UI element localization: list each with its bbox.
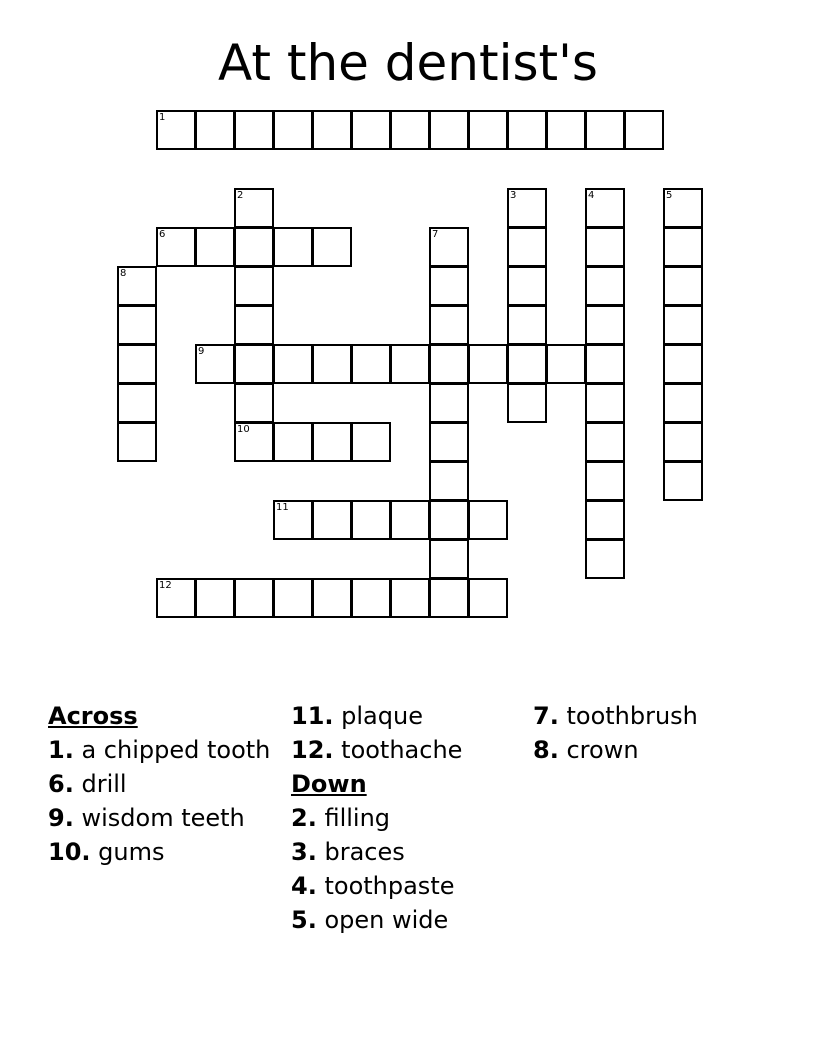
grid-cell[interactable] [351, 344, 391, 384]
grid-cell[interactable] [585, 266, 625, 306]
grid-cell[interactable] [429, 422, 469, 462]
grid-cell[interactable] [585, 461, 625, 501]
grid-cell[interactable] [429, 383, 469, 423]
grid-cell[interactable] [312, 110, 352, 150]
clue-down-5: 5. open wide [291, 906, 449, 934]
grid-cell[interactable] [234, 422, 274, 462]
grid-cell[interactable] [429, 500, 469, 540]
grid-cell[interactable] [585, 188, 625, 228]
grid-cell[interactable] [312, 422, 352, 462]
clue-down-3: 3. braces [291, 838, 405, 866]
grid-cell[interactable] [234, 188, 274, 228]
grid-cell[interactable] [663, 305, 703, 345]
grid-cell[interactable] [390, 110, 430, 150]
grid-cell[interactable] [234, 227, 274, 267]
grid-cell[interactable] [585, 539, 625, 579]
clue-number: 5 [666, 190, 673, 201]
grid-cell[interactable] [507, 266, 547, 306]
grid-cell[interactable] [117, 266, 157, 306]
grid-cell[interactable] [663, 188, 703, 228]
clue-number: 3 [510, 190, 517, 201]
grid-cell[interactable] [507, 227, 547, 267]
grid-cell[interactable] [273, 344, 313, 384]
grid-cell[interactable] [546, 344, 586, 384]
grid-cell[interactable] [351, 110, 391, 150]
grid-cell[interactable] [195, 578, 235, 618]
clue-down-7: 7. toothbrush [533, 702, 698, 730]
grid-cell[interactable] [273, 227, 313, 267]
clue-across-1: 1. a chipped tooth [48, 736, 271, 764]
grid-cell[interactable] [663, 383, 703, 423]
grid-cell[interactable] [663, 266, 703, 306]
clue-down-2: 2. filling [291, 804, 391, 832]
grid-cell[interactable] [468, 578, 508, 618]
grid-cell[interactable] [507, 344, 547, 384]
clue-number: 10 [237, 424, 250, 435]
clue-number: 4 [588, 190, 595, 201]
grid-cell[interactable] [234, 344, 274, 384]
grid-cell[interactable] [117, 422, 157, 462]
grid-cell[interactable] [468, 344, 508, 384]
clue-down-8: 8. crown [533, 736, 639, 764]
grid-cell[interactable] [117, 383, 157, 423]
clue-across-10: 10. gums [48, 838, 165, 866]
clue-number: 7 [432, 229, 439, 240]
page-title: At the dentist's [218, 34, 598, 92]
grid-cell[interactable] [351, 500, 391, 540]
grid-cell[interactable] [156, 227, 196, 267]
grid-cell[interactable] [429, 305, 469, 345]
grid-cell[interactable] [507, 188, 547, 228]
clue-number: 1 [159, 112, 166, 123]
grid-cell[interactable] [117, 305, 157, 345]
clue-number: 12 [159, 580, 172, 591]
clue-number: 11 [276, 502, 289, 513]
clue-column-3 [533, 702, 763, 770]
grid-cell[interactable] [117, 344, 157, 384]
grid-cell[interactable] [273, 110, 313, 150]
grid-cell[interactable] [429, 266, 469, 306]
grid-cell[interactable] [429, 344, 469, 384]
grid-cell[interactable] [585, 500, 625, 540]
grid-cell[interactable] [663, 461, 703, 501]
grid-cell[interactable] [195, 227, 235, 267]
grid-cell[interactable] [429, 110, 469, 150]
grid-cell[interactable] [585, 344, 625, 384]
clue-down-4: 4. toothpaste [291, 872, 455, 900]
clue-column-2 [291, 702, 521, 940]
grid-cell[interactable] [351, 578, 391, 618]
grid-cell[interactable] [234, 578, 274, 618]
grid-cell[interactable] [234, 110, 274, 150]
grid-cell[interactable] [390, 500, 430, 540]
grid-cell[interactable] [507, 110, 547, 150]
grid-cell[interactable] [585, 227, 625, 267]
grid-cell[interactable] [156, 578, 196, 618]
clue-number: 8 [120, 268, 127, 279]
grid-cell[interactable] [507, 383, 547, 423]
grid-cell[interactable] [468, 110, 508, 150]
grid-cell[interactable] [507, 305, 547, 345]
grid-cell[interactable] [429, 539, 469, 579]
grid-cell[interactable] [585, 422, 625, 462]
grid-cell[interactable] [663, 422, 703, 462]
clue-number: 9 [198, 346, 205, 357]
clue-across-6: 6. drill [48, 770, 127, 798]
grid-cell[interactable] [312, 344, 352, 384]
grid-cell[interactable] [624, 110, 664, 150]
grid-cell[interactable] [663, 344, 703, 384]
grid-cell[interactable] [195, 110, 235, 150]
grid-cell[interactable] [312, 578, 352, 618]
grid-cell[interactable] [273, 578, 313, 618]
across-heading: Across [48, 702, 138, 730]
grid-cell[interactable] [585, 305, 625, 345]
clue-across-11: 11. plaque [291, 702, 423, 730]
grid-cell[interactable] [429, 578, 469, 618]
grid-cell[interactable] [429, 227, 469, 267]
grid-cell[interactable] [312, 227, 352, 267]
grid-cell[interactable] [312, 500, 352, 540]
grid-cell[interactable] [234, 383, 274, 423]
grid-cell[interactable] [429, 461, 469, 501]
grid-cell[interactable] [468, 500, 508, 540]
grid-cell[interactable] [234, 305, 274, 345]
clue-number: 6 [159, 229, 166, 240]
grid-cell[interactable] [273, 422, 313, 462]
grid-cell[interactable] [585, 383, 625, 423]
down-heading: Down [291, 770, 367, 798]
grid-cell[interactable] [195, 344, 235, 384]
grid-cell[interactable] [273, 500, 313, 540]
grid-cell[interactable] [234, 266, 274, 306]
clue-across-9: 9. wisdom teeth [48, 804, 245, 832]
grid-cell[interactable] [390, 578, 430, 618]
grid-cell[interactable] [351, 422, 391, 462]
grid-cell[interactable] [390, 344, 430, 384]
clue-across-12: 12. toothache [291, 736, 463, 764]
grid-cell[interactable] [156, 110, 196, 150]
grid-cell[interactable] [585, 110, 625, 150]
clue-number: 2 [237, 190, 244, 201]
grid-cell[interactable] [663, 227, 703, 267]
clue-column-1 [48, 702, 278, 872]
grid-cell[interactable] [546, 110, 586, 150]
